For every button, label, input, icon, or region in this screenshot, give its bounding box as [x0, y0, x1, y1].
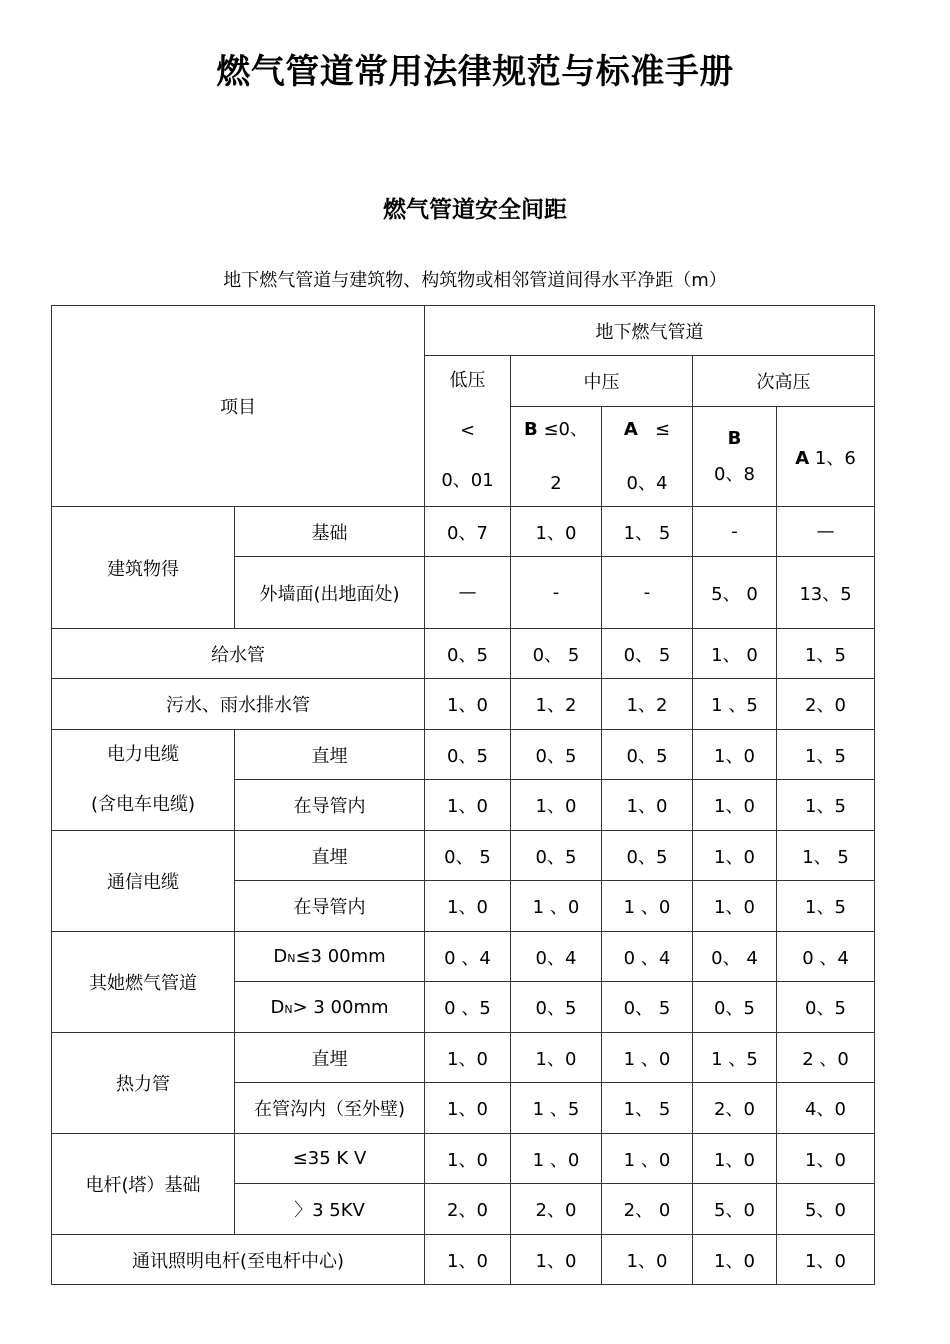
- value-cell: 0、5: [777, 982, 875, 1033]
- value-cell: 1、0: [511, 1033, 602, 1083]
- sub-label: 基础: [235, 507, 425, 557]
- value-cell: 1 、0: [602, 881, 693, 932]
- table-row: [52, 730, 875, 780]
- value-cell: 2、 0: [602, 1184, 693, 1235]
- value-cell: 0、5: [425, 629, 511, 679]
- value-cell: 0、4: [511, 932, 602, 982]
- value-cell: 0、5: [511, 831, 602, 881]
- row-label: 建筑物得: [52, 507, 235, 629]
- value-cell: 2、0: [425, 1184, 511, 1235]
- sub-label: 直埋: [235, 730, 425, 780]
- value-cell: 0、5: [511, 730, 602, 780]
- document-title: 燃气管道常用法律规范与标准手册: [216, 52, 734, 92]
- value-cell: 1、0: [511, 507, 602, 557]
- dn-range: ≤3 00mm: [295, 946, 386, 967]
- value-cell: 2 、0: [777, 1033, 875, 1083]
- value-cell: 4、0: [777, 1083, 875, 1134]
- value-cell: 1、5: [777, 881, 875, 932]
- value-cell: -: [511, 557, 602, 629]
- value-cell: 1、2: [602, 679, 693, 730]
- table-row: [52, 679, 875, 730]
- range-text: 2: [550, 472, 562, 494]
- value-cell: 5、0: [777, 1184, 875, 1235]
- row-label: 污水、雨水排水管: [52, 679, 425, 730]
- value-cell: 1、0: [777, 1235, 875, 1285]
- value-cell: 2、0: [777, 679, 875, 730]
- value-cell: 13、5: [777, 557, 875, 629]
- value-cell: 1、0: [693, 1134, 777, 1184]
- value-cell: 1 、0: [602, 1134, 693, 1184]
- sub-label: 直埋: [235, 1033, 425, 1083]
- header-high-b: [693, 407, 777, 507]
- table-row: [52, 831, 875, 881]
- value-cell: 1、 0: [693, 629, 777, 679]
- section-title: 燃气管道安全间距: [383, 197, 567, 223]
- range-text: 0、4: [626, 472, 668, 494]
- dn-symbol: D: [273, 946, 288, 967]
- grade-label: B: [523, 418, 538, 440]
- header-mid-b: [511, 407, 602, 507]
- value-cell: 0、5: [602, 831, 693, 881]
- value-cell: 0、5: [511, 982, 602, 1033]
- sub-label: ≤35 K V: [235, 1134, 425, 1184]
- header-high: 次高压: [693, 356, 875, 407]
- range-text: ≤0、: [543, 418, 588, 440]
- value-cell: 1、0: [425, 780, 511, 831]
- low-range-val: 0、01: [441, 470, 494, 491]
- sub-label: [235, 982, 425, 1033]
- grade-label: A: [795, 447, 810, 469]
- value-cell: 0、 5: [511, 629, 602, 679]
- sub-label: 在导管内: [235, 780, 425, 831]
- header-item: 项目: [52, 306, 425, 507]
- row-label-line: (含电车电缆): [90, 794, 196, 815]
- value-cell: 1、5: [777, 629, 875, 679]
- row-label: 给水管: [52, 629, 425, 679]
- header-mid-a: [602, 407, 693, 507]
- header-low: [425, 356, 511, 507]
- value-cell: 1、0: [602, 1235, 693, 1285]
- header-row: [52, 306, 875, 356]
- sub-label: 在导管内: [235, 881, 425, 932]
- sub-label: 在管沟内（至外壁): [235, 1083, 425, 1134]
- table-row: [52, 932, 875, 982]
- sub-label: [235, 932, 425, 982]
- value-cell: 2、0: [693, 1083, 777, 1134]
- value-cell: 1 、0: [511, 881, 602, 932]
- value-cell: 1 、5: [693, 1033, 777, 1083]
- value-cell: 0、 5: [602, 629, 693, 679]
- row-label: 其她燃气管道: [52, 932, 235, 1033]
- table-row: [52, 629, 875, 679]
- low-range-sym: <: [459, 420, 476, 441]
- value-cell: 0、 5: [602, 982, 693, 1033]
- value-cell: 1、0: [425, 1033, 511, 1083]
- value-cell: —: [425, 557, 511, 629]
- value-cell: 1、0: [425, 1083, 511, 1134]
- value-cell: 5、0: [693, 1184, 777, 1235]
- range-text: 1、6: [814, 447, 856, 469]
- value-cell: 1、0: [693, 831, 777, 881]
- clearance-table: [51, 305, 875, 1285]
- table-row: [52, 1235, 875, 1285]
- value-cell: 0、 4: [693, 932, 777, 982]
- table-row: [52, 1033, 875, 1083]
- dn-subscript: N: [284, 1002, 293, 1016]
- value-cell: 1 、5: [693, 679, 777, 730]
- row-label: 电杆(塔）基础: [52, 1134, 235, 1235]
- value-cell: 0、5: [425, 730, 511, 780]
- value-cell: -: [693, 507, 777, 557]
- value-cell: 0 、4: [777, 932, 875, 982]
- value-cell: 1 、5: [511, 1083, 602, 1134]
- value-cell: 0 、4: [425, 932, 511, 982]
- value-cell: 1、0: [693, 1235, 777, 1285]
- dn-symbol: D: [270, 996, 285, 1018]
- range-text: 0、8: [714, 463, 755, 485]
- sub-label: 外墙面(出地面处): [235, 557, 425, 629]
- sub-label: 直埋: [235, 831, 425, 881]
- row-label: 通讯照明电杆(至电杆中心): [52, 1235, 425, 1285]
- row-label-line: 电力电缆: [107, 744, 179, 765]
- value-cell: 1 、0: [511, 1134, 602, 1184]
- value-cell: 0、7: [425, 507, 511, 557]
- row-label: [52, 730, 235, 831]
- value-cell: 1、0: [425, 679, 511, 730]
- value-cell: 1、0: [693, 780, 777, 831]
- value-cell: 1、2: [511, 679, 602, 730]
- dn-subscript: N: [287, 952, 296, 965]
- value-cell: 2、0: [511, 1184, 602, 1235]
- range-text: ≤: [655, 418, 671, 440]
- value-cell: 1、0: [425, 1134, 511, 1184]
- table-row: [52, 507, 875, 557]
- value-cell: 1、5: [777, 730, 875, 780]
- value-cell: 1、0: [511, 1235, 602, 1285]
- value-cell: 5、 0: [693, 557, 777, 629]
- value-cell: 0、 5: [425, 831, 511, 881]
- value-cell: 1、0: [425, 881, 511, 932]
- value-cell: —: [777, 507, 875, 557]
- header-group: 地下燃气管道: [425, 306, 875, 356]
- value-cell: 1、0: [511, 780, 602, 831]
- header-mid: 中压: [511, 356, 693, 407]
- table-caption: 地下燃气管道与建筑物、构筑物或相邻管道间得水平净距（m）: [223, 270, 727, 291]
- value-cell: 1、 5: [777, 831, 875, 881]
- table-row: [52, 1134, 875, 1184]
- value-cell: 0 、5: [425, 982, 511, 1033]
- value-cell: 0、5: [602, 730, 693, 780]
- value-cell: 1、0: [777, 1134, 875, 1184]
- value-cell: 1、0: [425, 1235, 511, 1285]
- value-cell: 1、 5: [602, 507, 693, 557]
- row-label: 热力管: [52, 1033, 235, 1134]
- row-label: 通信电缆: [52, 831, 235, 932]
- value-cell: 1、0: [693, 730, 777, 780]
- dn-range: > 3 00mm: [292, 996, 389, 1018]
- header-high-a: [777, 407, 875, 507]
- grade-label: A: [623, 418, 638, 440]
- grade-label: B: [727, 427, 742, 449]
- value-cell: 1、5: [777, 780, 875, 831]
- value-cell: 1 、0: [602, 1033, 693, 1083]
- low-label: 低压: [449, 370, 486, 391]
- value-cell: 1、0: [693, 881, 777, 932]
- value-cell: 0、5: [693, 982, 777, 1033]
- value-cell: 1、 5: [602, 1083, 693, 1134]
- value-cell: -: [602, 557, 693, 629]
- value-cell: 1、0: [602, 780, 693, 831]
- sub-label: 〉3 5KV: [235, 1184, 425, 1235]
- value-cell: 0 、4: [602, 932, 693, 982]
